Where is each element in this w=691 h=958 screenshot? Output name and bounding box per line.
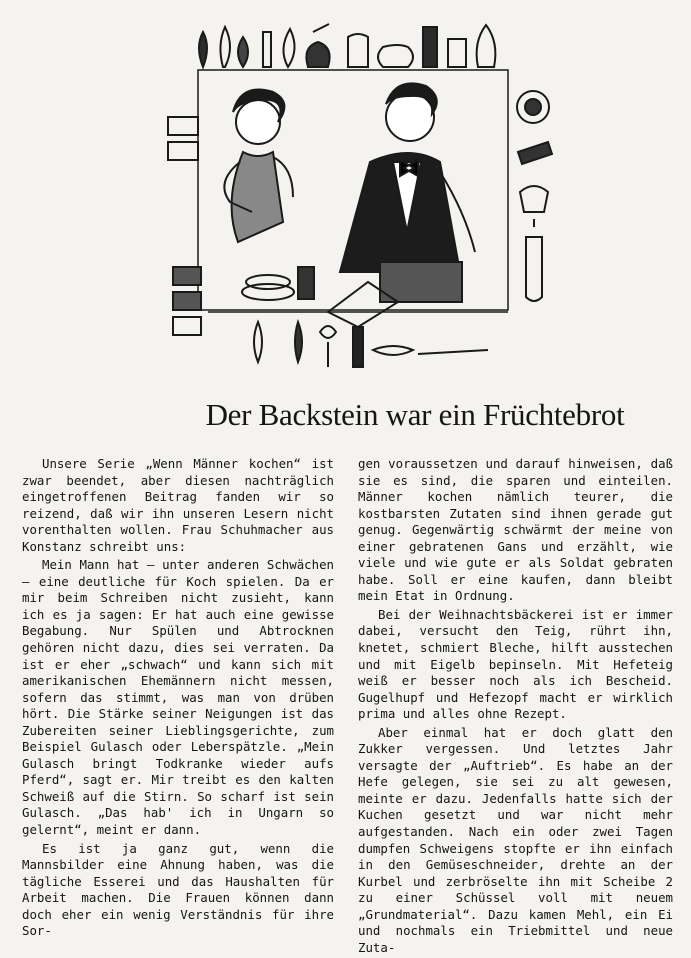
article-column-right <box>358 456 673 958</box>
bottom-utensils-row <box>254 322 488 367</box>
woman-figure <box>224 90 293 243</box>
paragraph: Mein Mann hat — unter anderen Schwächen — eine deutliche für Koch spielen. Da er mir beim Schreiben nicht zusieht, kann ich es ja sagen: Er hat auch eine gewisse Begabung. Nur Spülen und Abtrocknen gehören nicht dazu, dies sei verraten. Da ist er eher „schwach“ und kann sich mit amerikanischen Ehemännern nicht messen, sofern das stimmt, was man von drüben hört. Die Stärke seiner Neigungen ist das Zubereiten seiner Lieblingsgerichte, zum Beispiel Gulasch oder Leberspätzle. „Mein Gulasch bringt Todkranke wieder aufs Pferd“, sagt er. Mir treibt es den kalten Schweiß auf die Stirn. So scharf ist sein Gulasch. „Das hab' ich in Ungarn so gelernt“, meint er dann. <box>22 557 334 838</box>
left-jars-column <box>168 117 201 335</box>
top-utensils-row <box>199 24 495 67</box>
article-title: Der Backstein war ein Früchtebrot <box>205 397 625 432</box>
man-figure <box>340 83 475 272</box>
paragraph: gen voraussetzen und darauf hinweisen, daß sie es sind, die sparen und einteilen. Männer kochen nämlich teurer, die kostbarsten Zutaten sind ihnen gerade gut genug. Gegenwärtig schwärmt der meine von einer gebratenen Gans und erzählt, wie viele und wie gute er als Soldat gebraten habe. Soll er eine kaufen, dann bleibt mein Etat in Ordnung. <box>358 456 673 604</box>
right-utensils-column <box>517 91 552 301</box>
article-column-left <box>22 456 334 942</box>
paragraph: Es ist ja ganz gut, wenn die Mannsbilder eine Ahnung haben, was die tägliche Esserei und das Haushalten für Arbeit machen. Die Frauen können dann doch eher ein wenig Verständnis für ihre Sor- <box>22 840 334 939</box>
paragraph: Unsere Serie „Wenn Männer kochen“ ist zwar beendet, aber diesen nachträglich eingetroffenen Beitrag fanden wir so reizend, daß wir ihn unseren Lesern nicht vorenthalten wollen. Frau Schuhmacher aus Konstanz schreibt uns: <box>22 456 334 554</box>
paragraph: Aber einmal hat er doch glatt den Zukker vergessen. Und letztes Jahr versagte der „Auftrieb“. Es habe an der Hefe gelegen, sie sei zu alt gewesen, meinte er dazu. Jedenfalls hatte sich der Kuchen gesetzt und war nicht mehr aufgestanden. Nach ein oder zwei Tagen dumpfen Schweigens stopfte er ihn einfach in den Gemüseschneider, drehte an der Kurbel und zerbröselte ihn mit Scheibe 2 zu einer Schüssel voll mit neuem „Grundmaterial“. Dazu kamen Mehl, ein Ei und nochmals ein Triebmittel und neue Zuta- <box>358 724 673 955</box>
kitchen-couple-illustration <box>148 12 678 384</box>
paragraph: Bei der Weihnachtsbäckerei ist er immer dabei, versucht den Teig, rührt ihn, knetet, schmiert Bleche, hilft ausstechen und mit Eigelb bepinseln. Mit Hefeteig weiß er besser noch als ich Bescheid. Gugelhupf und Hefezopf macht er wirklich prima und alles ohne Rezept. <box>358 606 673 722</box>
